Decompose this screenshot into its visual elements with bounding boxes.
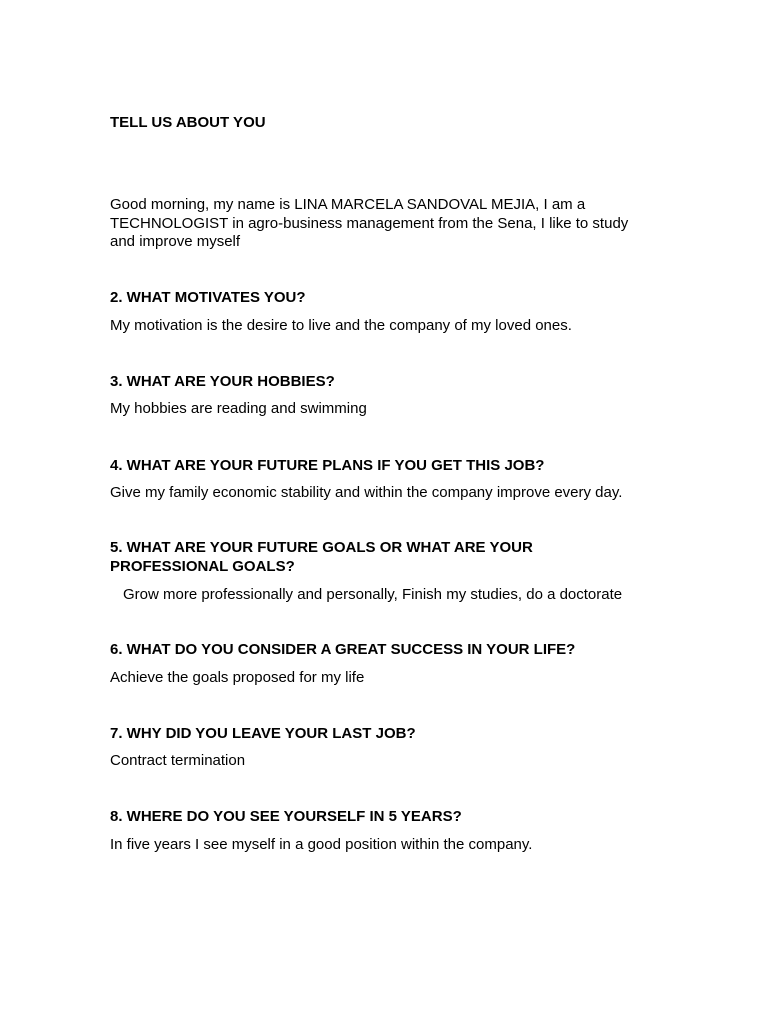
answer-8: In five years I see myself in a good position within the company. [110, 836, 533, 853]
intro-paragraph: Good morning, my name is LINA MARCELA SANDOVAL MEJIA, I am a TECHNOLOGIST in agro-business management from the Sena, I like to study and improve myself [110, 196, 629, 250]
question-4: 4. WHAT ARE YOUR FUTURE PLANS IF YOU GET THIS JOB? [110, 457, 545, 474]
answer-5: Grow more professionally and personally, Finish my studies, do a doctorate [123, 586, 623, 603]
question-7: 7. WHY DID YOU LEAVE YOUR LAST JOB? [110, 725, 416, 742]
question-6: 6. WHAT DO YOU CONSIDER A GREAT SUCCESS IN YOUR LIFE? [110, 641, 576, 658]
question-5: 5. WHAT ARE YOUR FUTURE GOALS OR WHAT ARE YOUR PROFESSIONAL GOALS? [110, 539, 533, 575]
answer-4: Give my family economic stability and within the company improve every day. [110, 484, 623, 501]
answer-3: My hobbies are reading and swimming [110, 400, 367, 417]
question-3: 3. WHAT ARE YOUR HOBBIES? [110, 373, 335, 390]
answer-2: My motivation is the desire to live and the company of my loved ones. [110, 317, 572, 334]
document-title: TELL US ABOUT YOU [110, 114, 266, 131]
answer-6: Achieve the goals proposed for my life [110, 669, 365, 686]
question-2: 2. WHAT MOTIVATES YOU? [110, 289, 306, 306]
answer-7: Contract termination [110, 752, 246, 769]
question-8: 8. WHERE DO YOU SEE YOURSELF IN 5 YEARS? [110, 808, 462, 825]
